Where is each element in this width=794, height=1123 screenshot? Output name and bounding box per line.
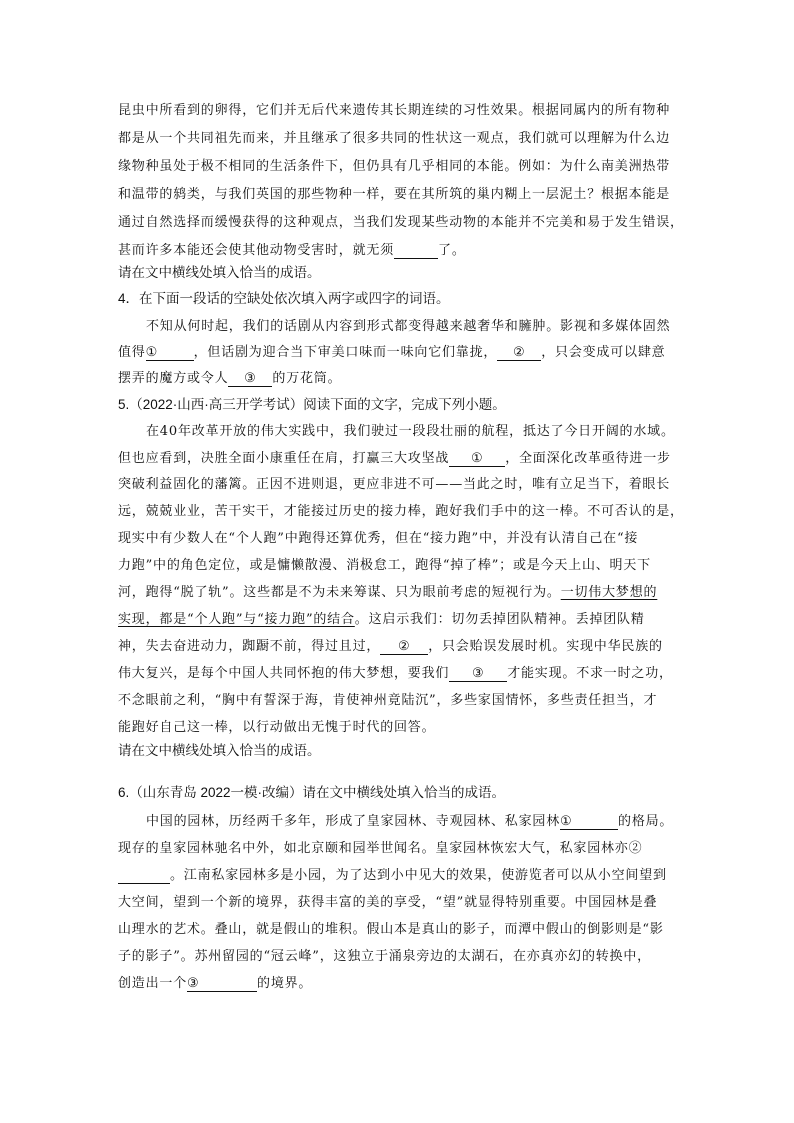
blank-number: ① xyxy=(560,814,573,829)
passage-line xyxy=(118,638,663,656)
passage-line xyxy=(118,665,673,683)
question-instruction: 请在文中横线处填入恰当的成语。 xyxy=(118,265,321,280)
passage-line: 通过自然选择而缓慢获得的这种观点，当我们发现某些动物的本能并不完美和易于发生错误， xyxy=(118,215,684,230)
passage-line: 能跑好自己这一棒，以行动做出无愧于时代的回答。 xyxy=(118,720,436,735)
answer-blank-3[interactable] xyxy=(187,976,257,992)
passage-line: 在40年改革开放的伟大实践中，我们驶过一段段壮丽的航程，抵达了今日开阔的水域。 xyxy=(146,424,675,439)
passage-text: 才能实现。不求一时之功， xyxy=(507,666,673,681)
passage-line xyxy=(118,450,671,468)
answer-blank[interactable] xyxy=(394,243,438,259)
passage-line: 力跑”中的角色定位，或是慵懒散漫、消极怠工，跑得“掉了棒”；或是今天上山、明天下 xyxy=(118,558,651,573)
passage-text: 现存的皇家园林驰名中外，如北京颐和园举世闻名。皇家园林恢宏大气，私家园林亦 xyxy=(118,841,629,856)
question-5-title: 5.（2022·山西·高三开学考试）阅读下面的文字，完成下列小题。 xyxy=(118,397,506,412)
passage-line: 远，兢兢业业，苦干实干，才能接过历史的接力棒，跑好我们手中的这一棒。不可否认的是， xyxy=(118,504,684,519)
passage-line: 突破利益固化的藩篱。正因不进则退，更应非进不可——当此之时，唯有立足当下，着眼长 xyxy=(118,477,671,492)
answer-blank-1[interactable] xyxy=(560,814,618,830)
passage-text: 的境界。 xyxy=(257,976,313,991)
blank-number: ③ xyxy=(244,371,257,386)
question-6-title: 6.（山东青岛 2022一模·改编）请在文中横线处填入恰当的成语。 xyxy=(118,785,506,800)
blank-number: ③ xyxy=(187,976,200,991)
passage-line xyxy=(118,584,657,602)
passage-text: 。这启示我们：切勿丢掉团队精神。丢掉团队精 xyxy=(354,612,645,627)
passage-text: 河，跑得“脱了轨”。这些都是不为未来筹谋、只为眼前考虑的短视行为。 xyxy=(118,585,561,600)
passage-text: 伟大复兴，是每个中国人共同怀抱的伟大梦想，要我们 xyxy=(118,666,450,681)
passage-line xyxy=(118,975,312,993)
blank-number: ① xyxy=(145,345,159,360)
answer-blank-1[interactable] xyxy=(146,345,194,361)
blank-number: ② xyxy=(397,639,411,654)
passage-text: 的格局。 xyxy=(618,814,674,829)
passage-text: 甚而许多本能还会使其他动物受害时，就无须 xyxy=(118,243,395,258)
blank-number: ③ xyxy=(471,666,485,681)
passage-text: 了。 xyxy=(438,243,466,258)
passage-line: 山理水的艺术。叠山，就是假山的堆积。假山本是真山的影子，而潭中假山的倒影则是“影 xyxy=(118,922,664,937)
passage-line xyxy=(118,370,341,388)
passage-line: 不念眼前之利，“胸中有誓深于海，肯使神州竟陆沉”，多些家国情怀，多些责任担当，才 xyxy=(118,693,658,708)
passage-text: 中国的园林，历经两千多年，形成了皇家园林、寺观园林、私家园林 xyxy=(146,814,561,829)
passage-line xyxy=(118,840,642,858)
answer-blank-3[interactable] xyxy=(228,371,272,387)
passage-line xyxy=(118,611,645,629)
question-4-title: 4．在下面一段话的空缺处依次填入两字或四字的词语。 xyxy=(118,291,450,306)
passage-text: 摆弄的魔方或令人 xyxy=(118,371,229,386)
blank-number: ① xyxy=(470,451,484,466)
answer-blank-3[interactable] xyxy=(449,666,507,682)
passage-line: 子的影子”。苏州留园的“冠云峰”，这独立于涌泉旁边的太湖石，在亦真亦幻的转换中， xyxy=(118,949,651,964)
passage-line xyxy=(118,242,466,260)
passage-text: 创造出一个 xyxy=(118,976,188,991)
passage-line: 大空间，望到一个新的境界，获得丰富的美的享受，“望”就显得特别重要。中国园林是叠 xyxy=(118,895,658,910)
passage-text: 的万花筒。 xyxy=(272,371,342,386)
passage-line xyxy=(118,867,667,885)
underlined-sentence: 一切伟大梦想的 xyxy=(560,585,658,600)
passage-text: 。江南私家园林多是小园，为了达到小中见大的效果，使游览者可以从小空间望到 xyxy=(170,868,667,883)
passage-line: 不知从何时起，我们的话剧从内容到形式都变得越来越奢华和臃肿。影视和多媒体固然 xyxy=(146,319,671,334)
passage-text: ，只会贻误发展时机。实现中华民族的 xyxy=(428,639,663,654)
passage-line: 和温带的鸫类，与我们英国的那些物种一样，要在其所筑的巢内糊上一层泥土？根据本能是 xyxy=(118,187,671,202)
answer-blank-2[interactable] xyxy=(380,639,428,655)
passage-line: 缘物种虽处于极不相同的生活条件下，但仍具有几乎相同的本能。例如：为什么南美洲热带 xyxy=(118,159,671,174)
blank-number: ② xyxy=(512,345,526,360)
passage-text: 但也应看到，决胜全面小康重任在肩，打赢三大攻坚战 xyxy=(118,451,450,466)
answer-blank-2[interactable] xyxy=(118,868,170,884)
passage-text: 值得 xyxy=(118,345,146,360)
underlined-sentence: 实现，都是“个人跑”与“接力跑”的结合 xyxy=(118,612,355,627)
passage-text: 神，失去奋进动力，踟蹰不前，得过且过， xyxy=(118,639,381,654)
passage-text: ，全面深化改革亟待进一步 xyxy=(505,451,671,466)
blank-number: ② xyxy=(628,841,643,856)
answer-blank-2[interactable] xyxy=(497,345,541,361)
passage-line xyxy=(146,813,673,831)
passage-line: 昆虫中所看到的卵得，它们并无后代来遗传其长期连续的习性效果。根据同属内的所有物种 xyxy=(118,103,671,118)
answer-blank-1[interactable] xyxy=(449,451,505,467)
passage-line xyxy=(118,344,665,362)
passage-text: ，只会变成可以肆意 xyxy=(541,345,666,360)
passage-line: 都是从一个共同祖先而来，并且继承了很多共同的性状这一观点，我们就可以理解为什么边 xyxy=(118,131,671,146)
passage-text: ，但话剧为迎合当下审美口味而一味向它们靠拢， xyxy=(193,345,498,360)
question-instruction: 请在文中横线处填入恰当的成语。 xyxy=(118,743,321,758)
passage-line: 现实中有少数人在“个人跑”中跑得还算优秀，但在“接力跑”中，并没有认清自己在“接 xyxy=(118,531,639,546)
